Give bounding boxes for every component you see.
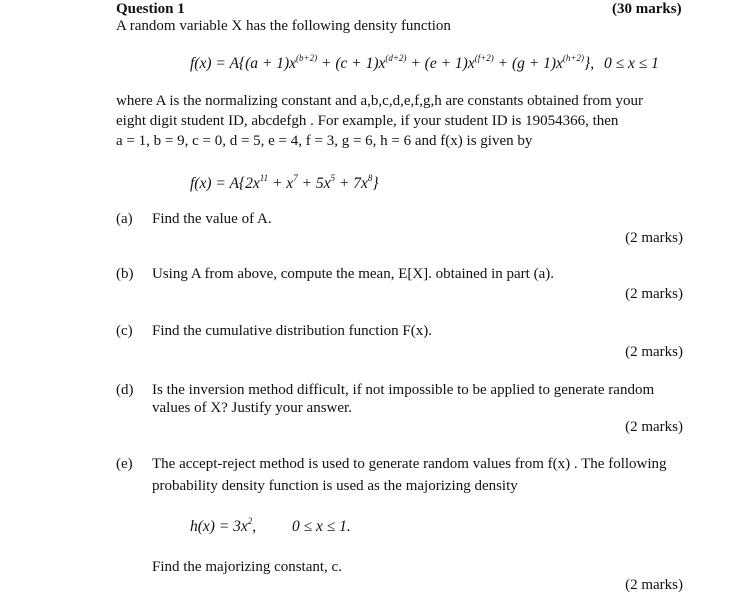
ex-term-3: + 5x — [297, 175, 331, 192]
part-c-marks: (2 marks) — [625, 344, 683, 360]
pdf-term-g: + (g + 1)x — [493, 55, 563, 72]
part-e-label: (e) — [116, 456, 133, 472]
part-d-text-2: values of X? Justify your answer. — [152, 400, 352, 416]
pdf-exp-d: (d+2) — [385, 53, 407, 63]
part-a-text: Find the value of A. — [152, 211, 272, 227]
h-lhs: h(x) = 3x — [190, 518, 248, 535]
pdf-exp-f: (f+2) — [474, 53, 494, 63]
part-e-text: The accept-reject method is used to generate random values from f(x) . The following — [152, 456, 667, 472]
pdf-formula — [190, 55, 594, 73]
part-e-text-3: Find the majorizing constant, c. — [152, 559, 342, 575]
ex-term-1: f(x) = A{2x — [190, 175, 260, 192]
pdf-term-a: (a + 1)x — [245, 55, 297, 72]
pdf-exp-h: (h+2) — [562, 53, 584, 63]
pdf-lhs: f(x) = A{ — [190, 55, 246, 72]
ex-exp-2: 7 — [293, 173, 298, 183]
part-d-marks: (2 marks) — [625, 419, 683, 435]
part-b-marks: (2 marks) — [625, 286, 683, 302]
ex-exp-1: 11 — [259, 173, 269, 183]
question-intro: A random variable X has the following density function — [116, 18, 451, 34]
pdf-close: }, — [584, 55, 595, 72]
paragraph-line-2: eight digit student ID, abcdefgh . For example, if your student ID is 19054366, then — [116, 113, 619, 129]
part-e-marks: (2 marks) — [625, 577, 683, 593]
pdf-domain: 0 ≤ x ≤ 1 — [604, 55, 659, 72]
part-c-text: Find the cumulative distribution function F(x). — [152, 323, 432, 339]
ex-exp-3: 5 — [330, 173, 336, 183]
pdf-term-e: + (e + 1)x — [406, 55, 475, 72]
pdf-term-c: + (c + 1)x — [317, 55, 386, 72]
part-a-label: (a) — [116, 211, 133, 227]
part-c-label: (c) — [116, 323, 133, 339]
part-e-text-2: probability density function is used as the majorizing density — [152, 478, 518, 494]
h-comma: , — [252, 518, 257, 535]
part-b-text: Using A from above, compute the mean, E[X]. obtained in part (a). — [152, 266, 554, 282]
ex-term-4: + 7x — [335, 175, 368, 192]
majorizing-density — [190, 518, 256, 536]
ex-close: } — [372, 175, 379, 192]
part-d-label: (d) — [116, 382, 134, 398]
h-domain: 0 ≤ x ≤ 1. — [292, 518, 351, 535]
part-d-text: Is the inversion method difficult, if not impossible to be applied to generate random — [152, 382, 655, 398]
part-b-label: (b) — [116, 266, 134, 282]
question-marks: (30 marks) — [612, 1, 682, 17]
question-title: Question 1 — [116, 1, 185, 17]
ex-exp-4: 8 — [367, 173, 373, 183]
paragraph-line-3: a = 1, b = 9, c = 0, d = 5, e = 4, f = 3, g = 6, h = 6 and f(x) is given by — [116, 133, 533, 149]
example-pdf — [190, 175, 379, 193]
part-a-marks: (2 marks) — [625, 230, 683, 246]
paragraph-line-1: where A is the normalizing constant and a,b,c,d,e,f,g,h are constants obtained from your — [116, 93, 643, 109]
h-exp: 2 — [247, 516, 253, 526]
pdf-exp-b: (b+2) — [296, 53, 318, 63]
ex-term-2: + x — [268, 175, 294, 192]
